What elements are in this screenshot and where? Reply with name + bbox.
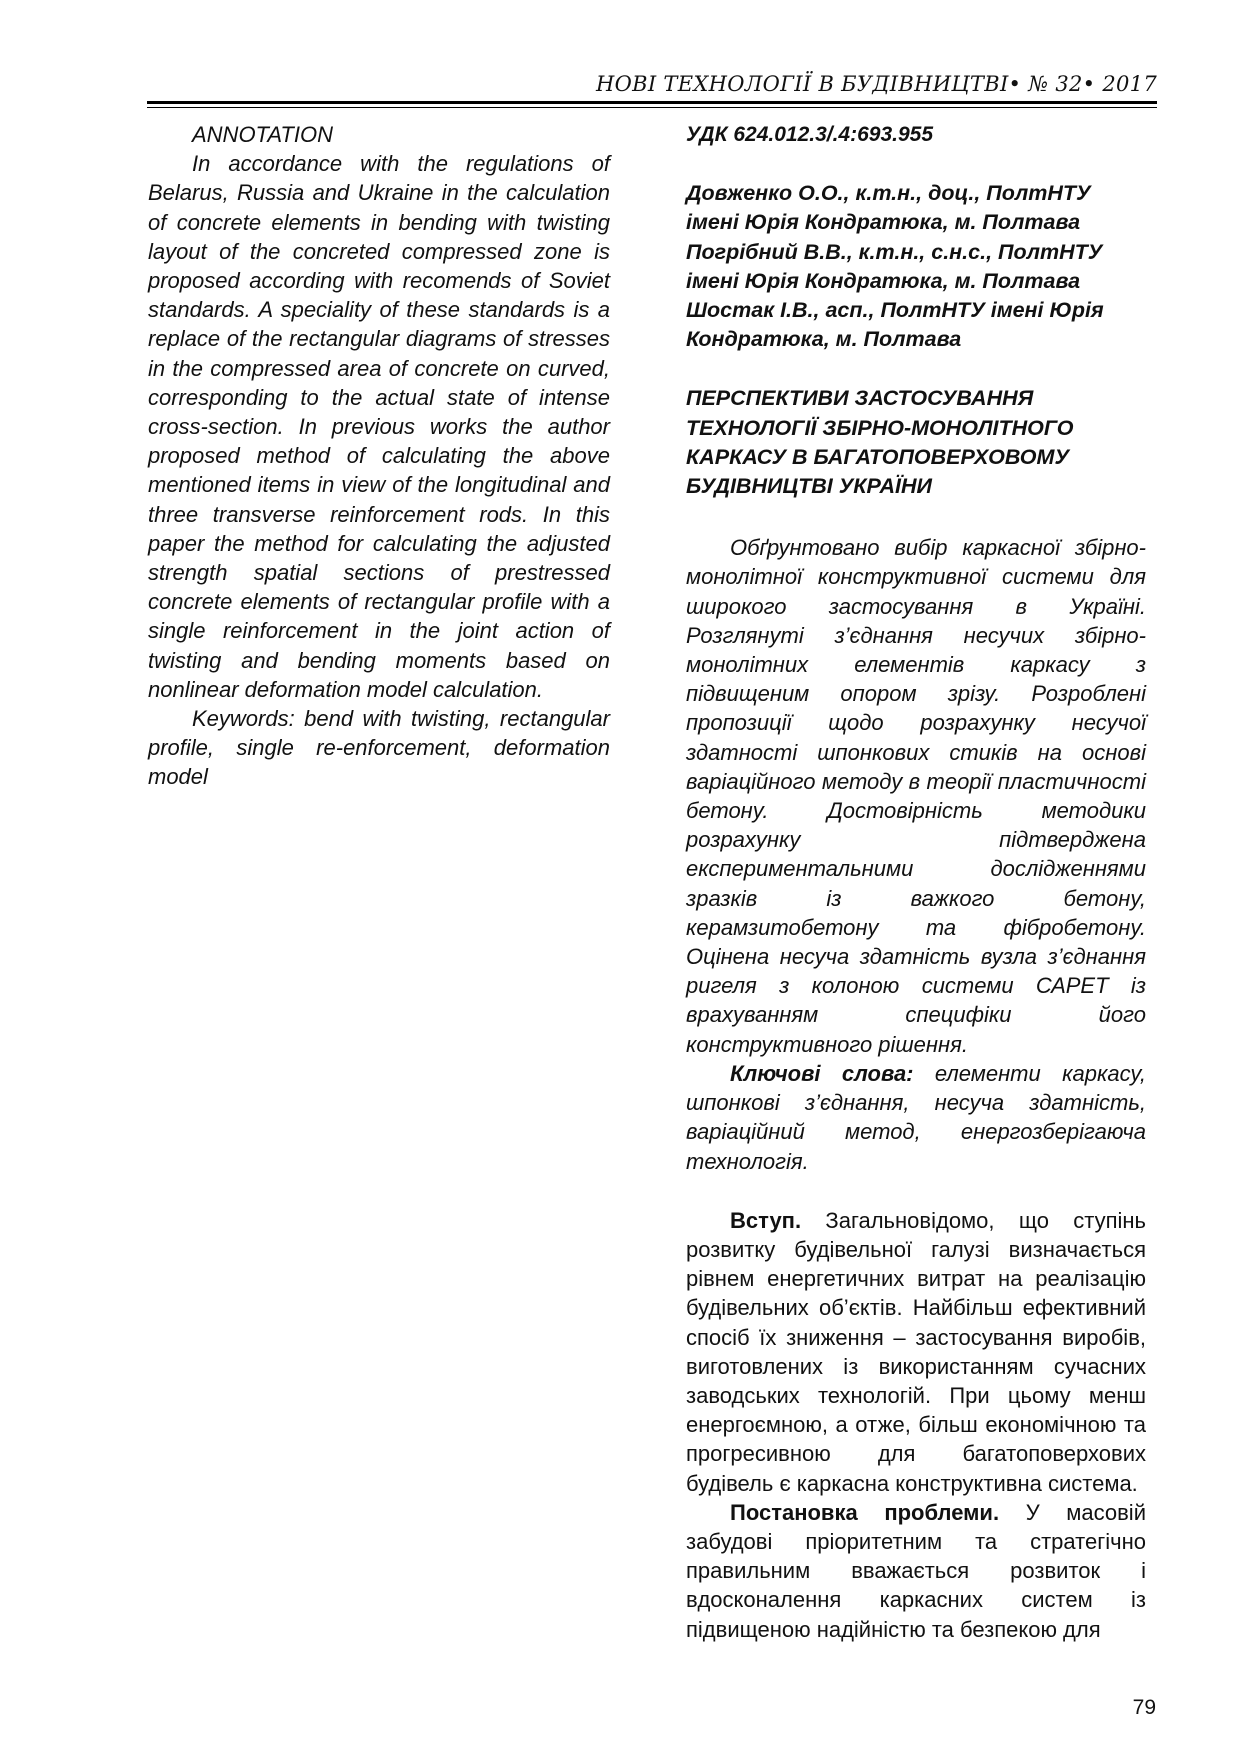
- author-line: Довженко О.О., к.т.н., доц., ПолтНТУ: [686, 181, 1091, 206]
- annotation-text: In accordance with the regulations of Belarus, Russia and Ukraine in the calculation of concrete elements in bending with twisting layout of the concreted compressed zone is proposed according with recomends of Soviet standards. A speciality of these standards is a replace of the rectangular diagrams of stresses in the compressed area of concrete on curved, corresponding to the actual state of intense cross-section. In previous works the author proposed method of calculating the above mentioned items in view of the longitudinal and three transverse reinforcement rods. In this paper the method for calculating the adjusted strength spatial sections of prestressed concrete elements of rectangular profile with a single reinforcement in the joint action of twisting and bending moments based on nonlinear deformation model calculation.: [148, 151, 610, 702]
- annotation-heading: ANNOTATION: [192, 122, 333, 147]
- author-line: імені Юрія Кондратюка, м. Полтава: [686, 210, 1081, 235]
- page-number: 79: [1132, 1696, 1156, 1719]
- title-line: БУДІВНИЦТВІ УКРАЇНИ: [686, 474, 932, 499]
- author-line: Кондратюка, м. Полтава: [686, 327, 962, 352]
- header-rule-thick: [147, 101, 1157, 104]
- keywords-text: елементи каркасу, шпонкові з’єднання, несуча здатність, варіаційний метод, енергозберігаюча технологія.: [686, 1060, 1146, 1174]
- authors-block: [686, 179, 1146, 354]
- problem-label: Постановка проблеми.: [730, 1499, 1000, 1525]
- udk-code: УДК 624.012.3/.4:693.955: [686, 123, 934, 146]
- title-line: ТЕХНОЛОГІЇ ЗБІРНО-МОНОЛІТНОГО: [686, 415, 1074, 440]
- abstract-text: Обґрунтовано вибір каркасної збірно-монолітної конструктивної системи для широкого застосування в Україні. Розглянуті з’єднання несучих збірно-монолітних елементів каркасу з підвищеним опором зрізу. Розроблені пропозиції щодо розрахунку несучої здатності шпонкових стиків на основі варіаційного методу в теорії пластичності бетону. Достовірність методики розрахунку підтверджена експериментальними дослідженнями зразків із важкого бетону, керамзитобетону та фібробетону. Оцінена несуча здатність вузла з’єднання ригеля з колоною системи САРЕТ із врахуванням специфіки його конструктивного рішення.: [686, 535, 1146, 1057]
- right-column: [686, 120, 1146, 1644]
- header-rule-thin: [147, 107, 1157, 108]
- keywords-paragraph: [686, 1059, 1146, 1176]
- intro-label: Вступ.: [730, 1207, 802, 1233]
- journal-header: НОВІ ТЕХНОЛОГІЇ В БУДІВНИЦТВІ• № 32• 2017: [596, 72, 1157, 96]
- problem-text: У масовій забудові пріоритетним та стратегічно правильним вважається розвиток і вдосконалення каркасних систем із підвищеною надійністю та безпекою для: [686, 1499, 1146, 1642]
- annotation-keywords: Keywords: bend with twisting, rectangular profile, single re-enforcement, deformation model: [148, 706, 610, 790]
- title-line: ПЕРСПЕКТИВИ ЗАСТОСУВАННЯ: [686, 386, 1034, 411]
- left-column: [148, 120, 610, 792]
- problem-paragraph: [686, 1498, 1146, 1644]
- intro-text: Загальновідомо, що ступінь розвитку будівельної галузі визначається рівнем енергетичних витрат на реалізацію будівельних об’єктів. Найбільш ефективний спосіб їх зниження – застосування виробів, виготовлених із використанням сучасних заводських технологій. При цьому менш енергоємною, а отже, більш економічною та прогресивною для багатоповерхових будівель є каркасна конструктивна система.: [686, 1207, 1146, 1496]
- title-line: КАРКАСУ В БАГАТОПОВЕРХОВОМУ: [686, 444, 1070, 469]
- keywords-label: Ключові слова:: [730, 1060, 914, 1086]
- author-line: імені Юрія Кондратюка, м. Полтава: [686, 268, 1081, 293]
- article-title: [686, 384, 1146, 501]
- author-line: Погрібний В.В., к.т.н., с.н.с., ПолтНТУ: [686, 239, 1103, 264]
- author-line: Шостак І.В., асп., ПолтНТУ імені Юрія: [686, 298, 1104, 323]
- intro-paragraph: [686, 1206, 1146, 1498]
